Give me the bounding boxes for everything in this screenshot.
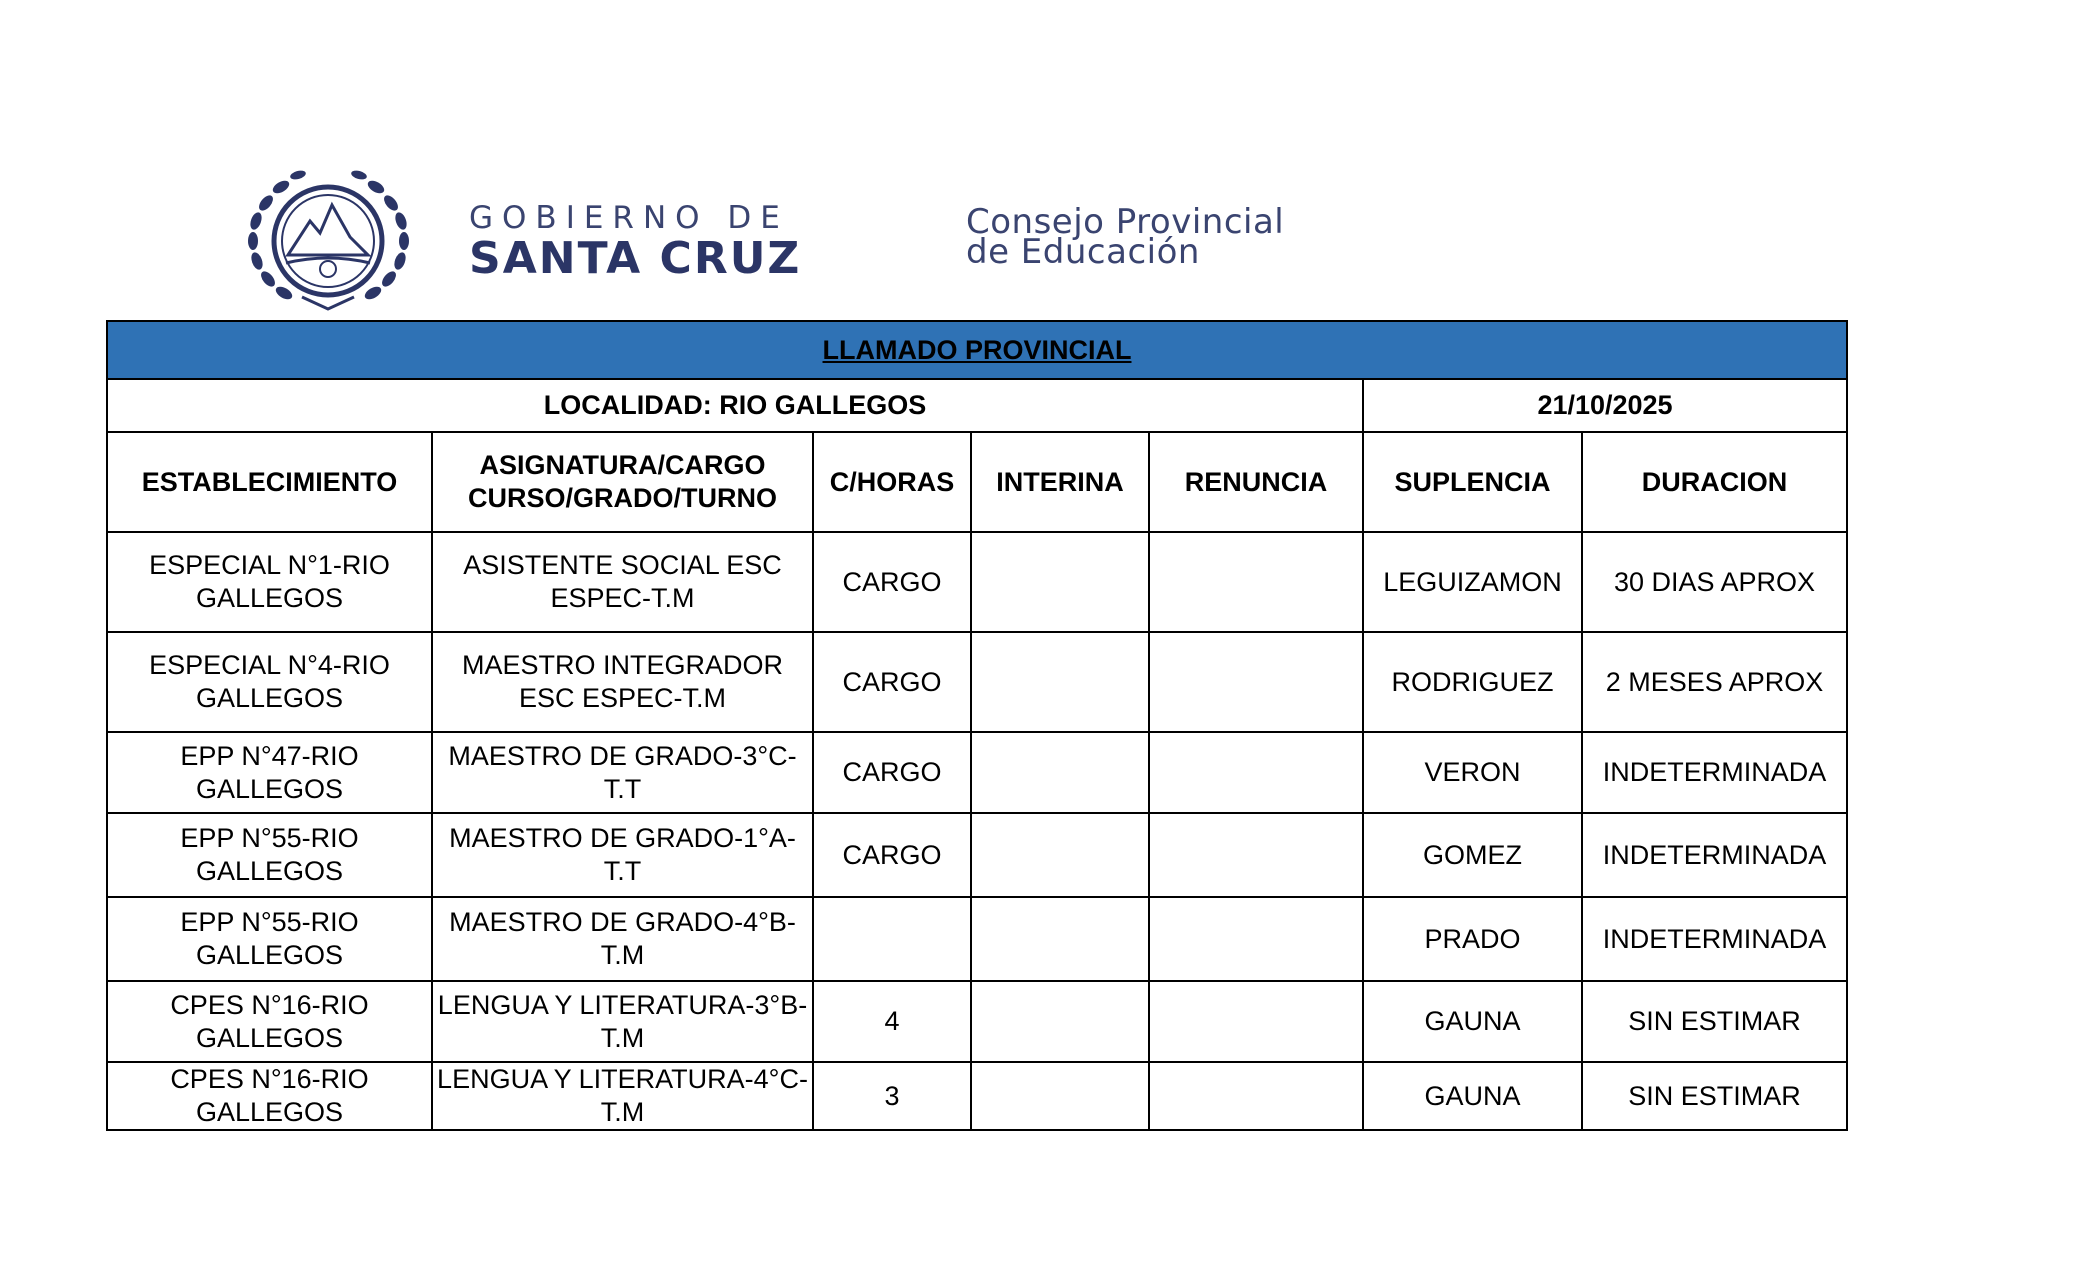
cell-text: MAESTRO DE GRADO-1°A- <box>449 823 796 853</box>
cell-asignatura <box>432 632 813 732</box>
cell-establecimiento <box>107 813 432 897</box>
gov-line2: SANTA CRUZ <box>469 233 802 284</box>
page-title: LLAMADO PROVINCIAL <box>107 321 1847 379</box>
table-row <box>107 532 1847 632</box>
cell-text: LENGUA Y LITERATURA-4°C- <box>437 1064 808 1094</box>
cell-text: ASISTENTE SOCIAL ESC <box>463 550 782 580</box>
col-header-duracion: DURACION <box>1582 432 1847 532</box>
gov-line1: GOBIERNO DE <box>469 200 789 236</box>
cell-text: GALLEGOS <box>195 683 344 713</box>
coat-of-arms-icon <box>236 163 421 313</box>
cell-suplencia: GAUNA <box>1363 1062 1582 1130</box>
col-header-suplencia: SUPLENCIA <box>1363 432 1582 532</box>
col-header-asignatura <box>432 432 813 532</box>
col-header-horas: C/HORAS <box>813 432 971 532</box>
cell-interina <box>971 1062 1149 1130</box>
table-row <box>107 813 1847 897</box>
cell-duracion: 30 DIAS APROX <box>1582 532 1847 632</box>
cell-establecimiento <box>107 897 432 981</box>
cell-interina <box>971 813 1149 897</box>
cell-text: CPES N°16-RIO <box>170 1064 369 1094</box>
cell-horas: CARGO <box>813 732 971 813</box>
cell-suplencia: LEGUIZAMON <box>1363 532 1582 632</box>
cell-renuncia <box>1149 897 1363 981</box>
vacancy-table <box>106 320 1848 1131</box>
cell-interina <box>971 532 1149 632</box>
cell-establecimiento <box>107 632 432 732</box>
cell-horas: CARGO <box>813 532 971 632</box>
col-header-asignatura-l1: ASIGNATURA/CARGO <box>479 450 766 480</box>
cell-renuncia <box>1149 632 1363 732</box>
cell-horas: 3 <box>813 1062 971 1130</box>
cell-horas <box>813 897 971 981</box>
table-row <box>107 632 1847 732</box>
government-logo-text <box>469 200 802 284</box>
cell-text: T.T <box>603 856 642 886</box>
consejo-logo-text <box>966 202 1285 272</box>
consejo-line2: de Educación <box>966 232 1200 272</box>
cell-text: EPP N°47-RIO <box>180 740 359 771</box>
cell-renuncia <box>1149 1062 1363 1130</box>
cell-text: ESPECIAL N°1-RIO <box>149 550 390 580</box>
cell-asignatura <box>432 1062 813 1130</box>
cell-asignatura <box>432 732 813 813</box>
cell-text: GALLEGOS <box>195 773 344 804</box>
cell-text: MAESTRO INTEGRADOR <box>461 650 784 680</box>
cell-renuncia <box>1149 732 1363 813</box>
cell-asignatura <box>432 532 813 632</box>
cell-renuncia <box>1149 813 1363 897</box>
cell-renuncia <box>1149 981 1363 1062</box>
cell-renuncia <box>1149 532 1363 632</box>
cell-text: ESC ESPEC-T.M <box>518 683 727 713</box>
cell-text: T.M <box>600 940 645 970</box>
cell-text: GALLEGOS <box>195 1022 344 1053</box>
cell-text: GALLEGOS <box>195 940 344 970</box>
table-header-row <box>107 432 1847 532</box>
cell-text: GALLEGOS <box>195 1097 344 1127</box>
cell-text: MAESTRO DE GRADO-3°C- <box>448 740 797 771</box>
cell-duracion: 2 MESES APROX <box>1582 632 1847 732</box>
call-date: 21/10/2025 <box>1363 379 1847 432</box>
cell-suplencia: RODRIGUEZ <box>1363 632 1582 732</box>
cell-duracion: INDETERMINADA <box>1582 732 1847 813</box>
cell-text: CPES N°16-RIO <box>170 989 369 1020</box>
cell-duracion: INDETERMINADA <box>1582 897 1847 981</box>
consejo-line1: Consejo Provincial <box>966 202 1285 242</box>
cell-asignatura <box>432 897 813 981</box>
table-row <box>107 1062 1847 1130</box>
cell-horas: CARGO <box>813 813 971 897</box>
cell-interina <box>971 897 1149 981</box>
cell-asignatura <box>432 981 813 1062</box>
cell-establecimiento <box>107 981 432 1062</box>
cell-suplencia: GAUNA <box>1363 981 1582 1062</box>
cell-text: LENGUA Y LITERATURA-3°B- <box>437 989 808 1020</box>
cell-text: GALLEGOS <box>195 583 344 613</box>
table-row <box>107 732 1847 813</box>
col-header-interina: INTERINA <box>971 432 1149 532</box>
cell-establecimiento <box>107 1062 432 1130</box>
cell-suplencia: PRADO <box>1363 897 1582 981</box>
cell-duracion: SIN ESTIMAR <box>1582 981 1847 1062</box>
cell-horas: CARGO <box>813 632 971 732</box>
cell-establecimiento <box>107 732 432 813</box>
cell-text: T.M <box>600 1022 645 1053</box>
cell-text: T.T <box>603 773 642 804</box>
cell-asignatura <box>432 813 813 897</box>
cell-suplencia: VERON <box>1363 732 1582 813</box>
table-row <box>107 981 1847 1062</box>
cell-interina <box>971 732 1149 813</box>
cell-text: GALLEGOS <box>195 856 344 886</box>
cell-horas: 4 <box>813 981 971 1062</box>
letterhead <box>236 163 1396 313</box>
cell-text: EPP N°55-RIO <box>180 823 359 853</box>
cell-duracion: SIN ESTIMAR <box>1582 1062 1847 1130</box>
table-row <box>107 897 1847 981</box>
col-header-establecimiento: ESTABLECIMIENTO <box>107 432 432 532</box>
col-header-asignatura-l2: CURSO/GRADO/TURNO <box>468 483 777 513</box>
cell-interina <box>971 632 1149 732</box>
cell-establecimiento <box>107 532 432 632</box>
cell-suplencia: GOMEZ <box>1363 813 1582 897</box>
col-header-renuncia: RENUNCIA <box>1149 432 1363 532</box>
cell-text: EPP N°55-RIO <box>180 907 359 937</box>
cell-interina <box>971 981 1149 1062</box>
cell-text: T.M <box>600 1097 645 1127</box>
locality-row <box>107 379 1847 432</box>
cell-duracion: INDETERMINADA <box>1582 813 1847 897</box>
cell-text: ESPECIAL N°4-RIO <box>149 650 390 680</box>
cell-text: ESPEC-T.M <box>550 583 695 613</box>
cell-text: MAESTRO DE GRADO-4°B- <box>449 907 796 937</box>
title-row <box>107 321 1847 379</box>
locality-label: LOCALIDAD: RIO GALLEGOS <box>107 379 1363 432</box>
